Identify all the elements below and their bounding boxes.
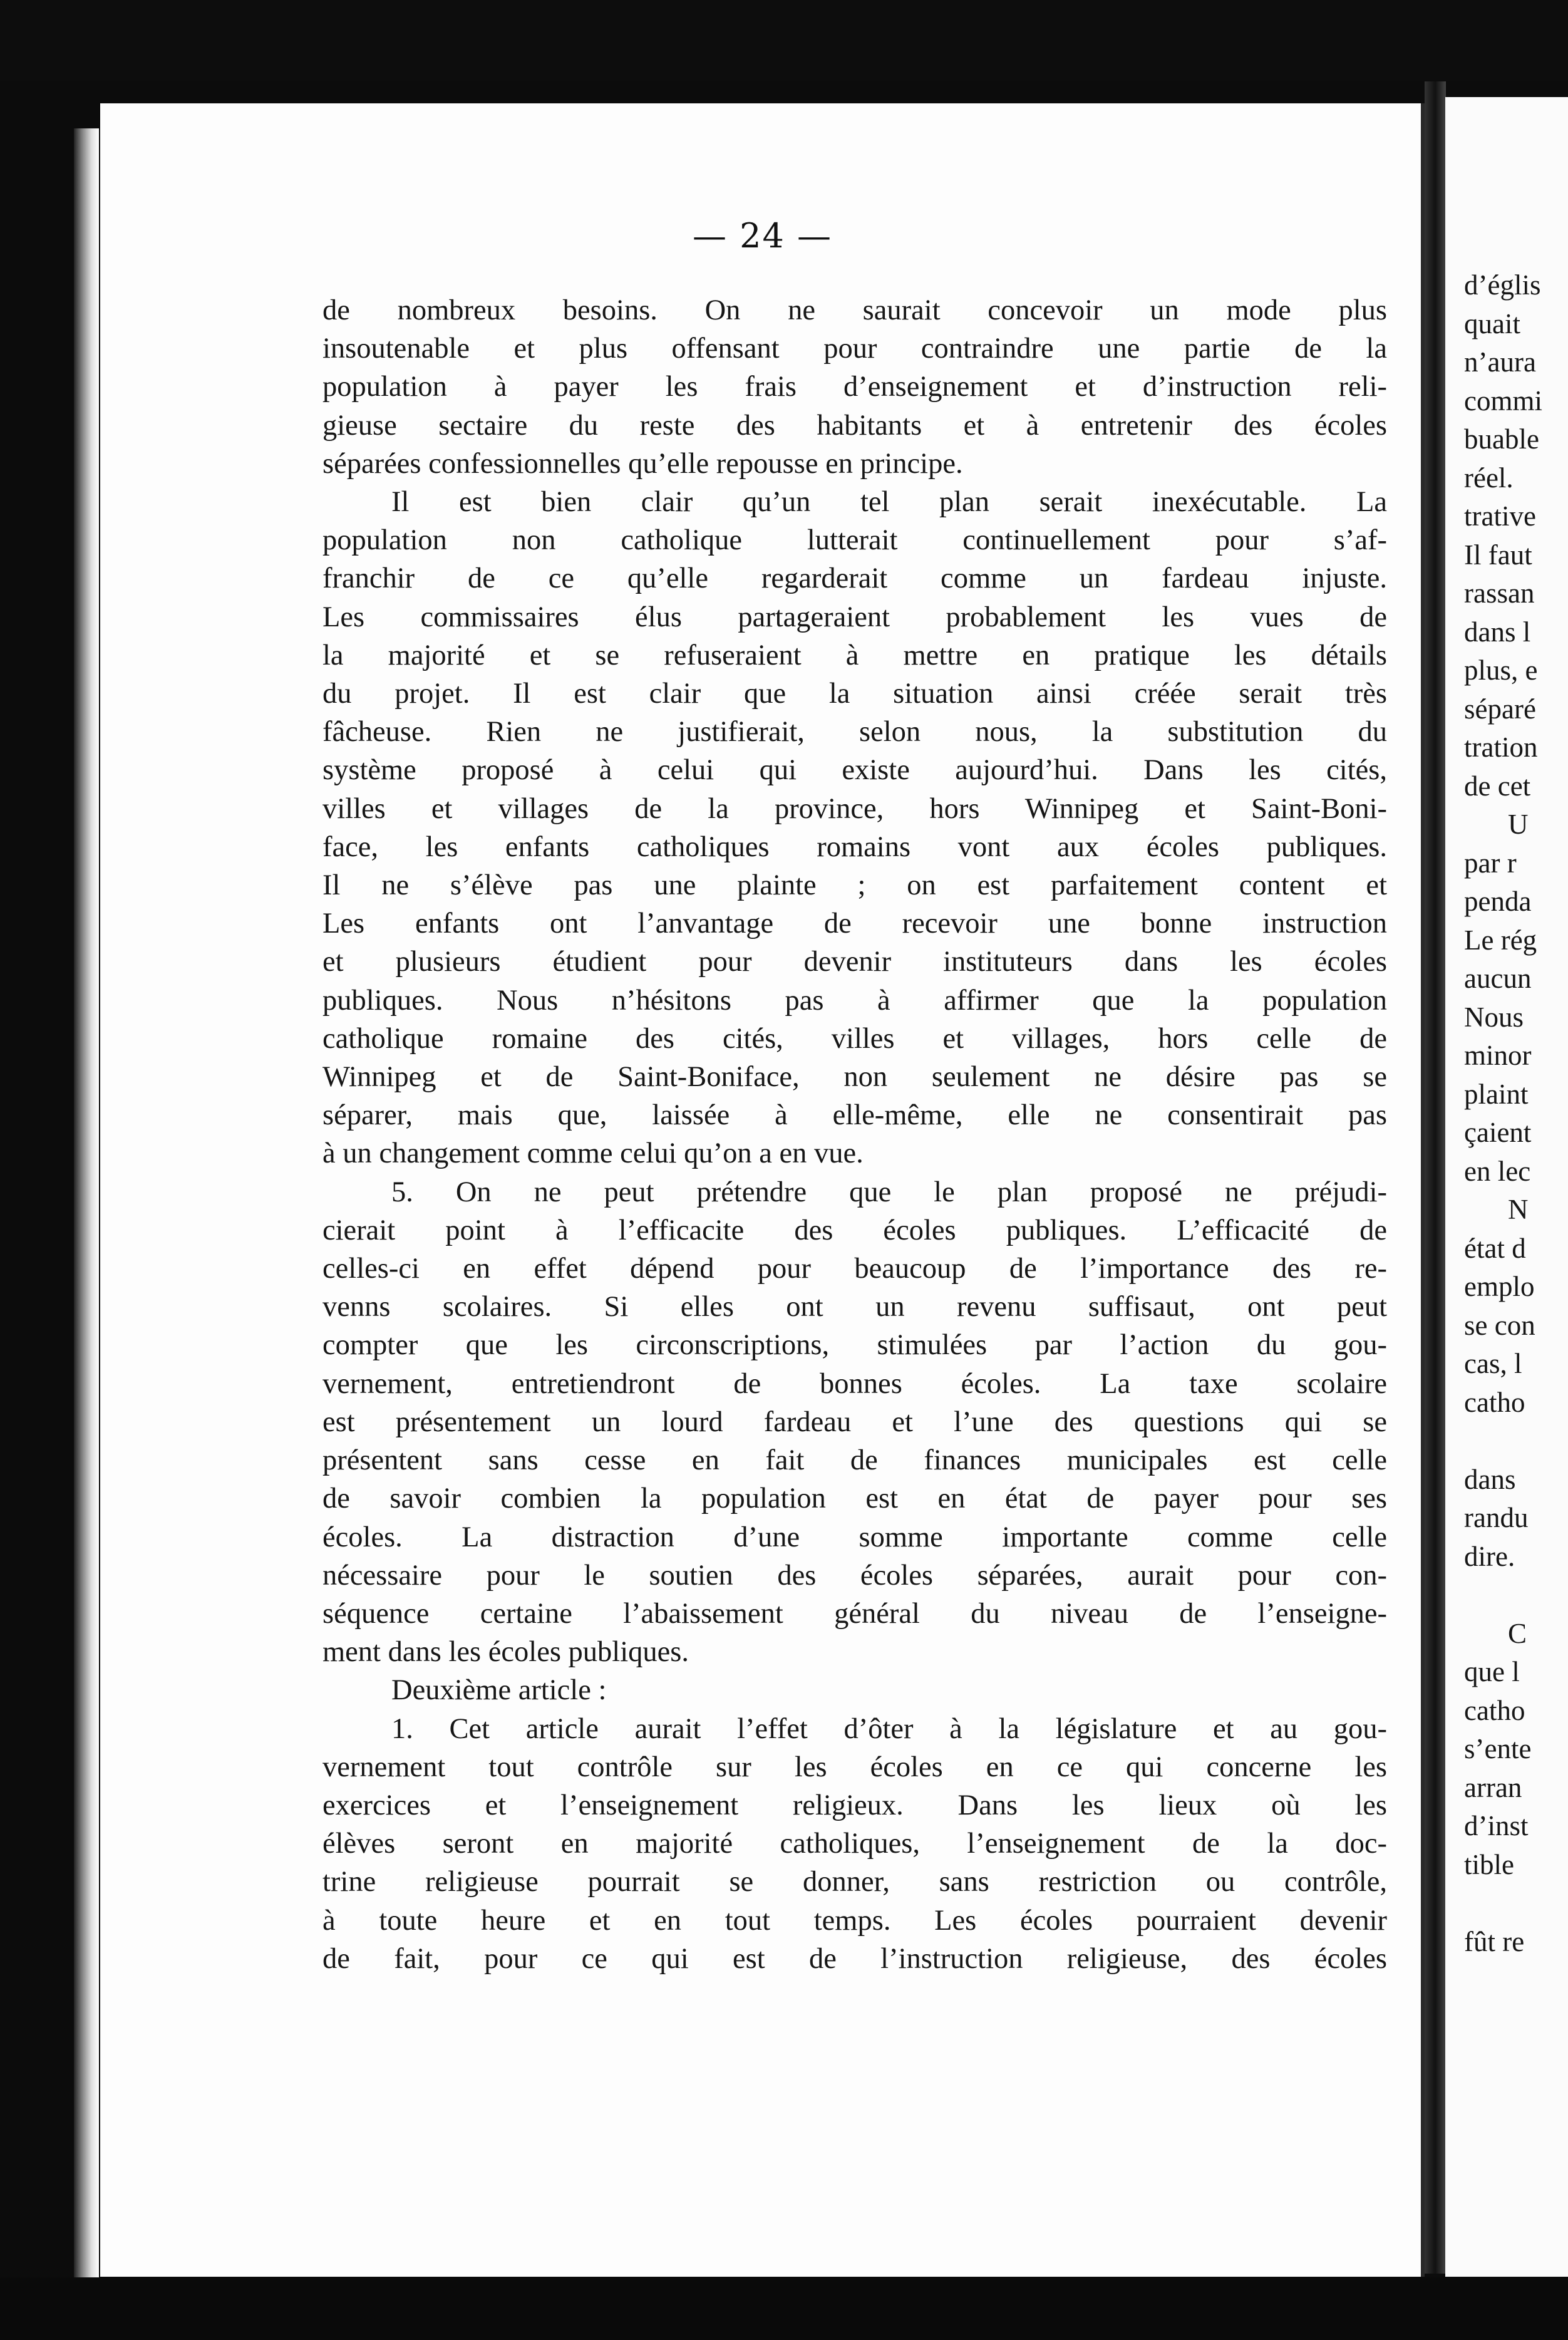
text-line: séparées confessionnelles qu’elle repousse en principe. (322, 447, 963, 480)
facing-text-line: Il faut (1464, 539, 1532, 571)
facing-text-line: emplo (1464, 1271, 1535, 1302)
text-line: de savoir combien la population est en état de payer pour ses (322, 1483, 1387, 1515)
text-line: est présentement un lourd fardeau et l’une des questions qui se (322, 1406, 1387, 1438)
text-line: 1. Cet article aurait l’effet d’ôter à la législature et au gou- (391, 1712, 1387, 1745)
text-line: celles-ci en effet dépend pour beaucoup de l’importance des re- (322, 1253, 1387, 1285)
facing-text-line: tible (1464, 1848, 1514, 1880)
text-line: villes et villages de la province, hors Winnipeg et Saint-Boni- (322, 792, 1387, 825)
text-line: compter que les circonscriptions, stimulées par l’action du gou- (322, 1329, 1387, 1362)
facing-text-line: réel. (1464, 462, 1514, 494)
facing-text-line: en lec (1464, 1155, 1531, 1187)
text-line: insoutenable et plus offensant pour contraindre une partie de la (322, 333, 1387, 365)
text-line: système proposé à celui qui existe aujourd’hui. Dans les cités, (322, 754, 1387, 787)
facing-text-line: s’ente (1464, 1733, 1532, 1764)
facing-text-line: que l (1464, 1656, 1520, 1687)
text-line: présentent sans cesse en fait de finances municipales est celle (322, 1444, 1387, 1477)
facing-text-line: N (1508, 1194, 1529, 1225)
facing-text-line: d’inst (1464, 1810, 1529, 1841)
line-gap (1464, 1884, 1542, 1923)
book-page-right (1445, 97, 1568, 2277)
text-line: vernement tout contrôle sur les écoles en ce qui concerne les (322, 1751, 1387, 1783)
facing-text-line: Nous (1464, 1001, 1524, 1033)
book-page-left (100, 103, 1425, 2277)
scan-background-bottom (0, 2277, 1568, 2340)
text-line: élèves seront en majorité catholiques, l’enseignement de la doc- (322, 1828, 1387, 1860)
text-line: la majorité et se refuseraient à mettre en pratique les détails (322, 639, 1387, 671)
text-line: séparer, mais que, laissée à elle-même, elle ne consentirait pas (322, 1099, 1387, 1132)
facing-text-line: d’églis (1464, 269, 1541, 301)
text-line: venns scolaires. Si elles ont un revenu suffisaut, ont peut (322, 1291, 1387, 1323)
body-text (322, 291, 1387, 1978)
text-line: Il ne s’élève pas une plainte ; on est parfaitement content et (322, 869, 1387, 902)
facing-text-line: se con (1464, 1309, 1535, 1341)
text-line: gieuse sectaire du reste des habitants et à entretenir des écoles (322, 409, 1387, 442)
text-line: nécessaire pour le soutien des écoles séparées, aurait pour con- (322, 1559, 1387, 1592)
text-line: 5. On ne peut prétendre que le plan proposé ne préjudi- (391, 1176, 1387, 1208)
facing-text-line: randu (1464, 1502, 1529, 1533)
text-line: population à payer les frais d’enseignement et d’instruction reli- (322, 371, 1387, 403)
text-line: population non catholique lutterait continuellement pour s’af- (322, 524, 1387, 557)
facing-text-line: dire. (1464, 1540, 1515, 1572)
book-spine (1425, 81, 1446, 2274)
facing-text-line: catho (1464, 1386, 1525, 1418)
facing-text-line: C (1508, 1617, 1527, 1649)
line-gap (1464, 1576, 1542, 1615)
facing-text-line: arran (1464, 1771, 1522, 1803)
facing-text-line: aucun (1464, 963, 1532, 994)
text-line: séquence certaine l’abaissement général du niveau de l’enseigne- (322, 1597, 1387, 1630)
facing-page-text (1464, 266, 1542, 1961)
facing-text-line: par r (1464, 847, 1517, 879)
facing-text-line: çaient (1464, 1117, 1532, 1148)
text-line: Winnipeg et de Saint-Boniface, non seulement ne désire pas se (322, 1061, 1387, 1094)
text-line: et plusieurs étudient pour devenir instituteurs dans les écoles (322, 946, 1387, 978)
text-line: franchir de ce qu’elle regarderait comme un fardeau injuste. (322, 562, 1387, 595)
text-line: Il est bien clair qu’un tel plan serait inexécutable. La (391, 486, 1387, 519)
text-line: Les commissaires élus partageraient probablement les vues de (322, 601, 1387, 633)
facing-text-line: U (1508, 809, 1529, 840)
text-line: Les enfants ont l’anvantage de recevoir une bonne instruction (322, 908, 1387, 940)
facing-text-line: dans (1464, 1463, 1516, 1495)
text-line: écoles. La distraction d’une somme importante comme celle (322, 1521, 1387, 1553)
line-gap (1464, 1422, 1542, 1461)
facing-text-line: tration (1464, 732, 1538, 763)
facing-text-line: fût re (1464, 1925, 1525, 1957)
text-line: publiques. Nous n’hésitons pas à affirmer que la population (322, 984, 1387, 1017)
text-line: exercices et l’enseignement religieux. Dans les lieux où les (322, 1789, 1387, 1821)
facing-text-line: penda (1464, 886, 1532, 917)
facing-text-line: plaint (1464, 1078, 1529, 1110)
scan-background-top (0, 0, 1568, 81)
facing-text-line: buable (1464, 423, 1539, 455)
facing-text-line: Le rég (1464, 924, 1537, 956)
text-line: cierait point à l’efficacite des écoles publiques. L’efficacité de (322, 1214, 1387, 1246)
facing-text-line: de cet (1464, 770, 1531, 802)
facing-text-line: plus, e (1464, 655, 1538, 686)
facing-text-line: catho (1464, 1694, 1525, 1726)
text-line: Deuxième article : (391, 1674, 607, 1707)
text-line: à un changement comme celui qu’on a en vue. (322, 1137, 864, 1170)
facing-text-line: état d (1464, 1232, 1526, 1264)
text-line: face, les enfants catholiques romains vont aux écoles publiques. (322, 831, 1387, 863)
facing-text-line: commi (1464, 385, 1542, 417)
text-line: à toute heure et en tout temps. Les écoles pourraient devenir (322, 1904, 1387, 1937)
text-line: fâcheuse. Rien ne justifierait, selon nous, la substitution du (322, 716, 1387, 748)
text-line: de fait, pour ce qui est de l’instruction religieuse, des écoles (322, 1942, 1387, 1975)
facing-text-line: rassan (1464, 577, 1535, 609)
text-line: vernement, entretiendront de bonnes écoles. La taxe scolaire (322, 1367, 1387, 1400)
text-line: ment dans les écoles publiques. (322, 1636, 689, 1669)
facing-text-line: n’aura (1464, 346, 1536, 378)
facing-text-line: cas, l (1464, 1348, 1522, 1379)
text-line: du projet. Il est clair que la situation ainsi créée serait très (322, 678, 1387, 710)
page-number: — 24 — (692, 216, 833, 256)
facing-text-line: séparé (1464, 693, 1536, 725)
text-line: catholique romaine des cités, villes et villages, hors celle de (322, 1022, 1387, 1055)
text-line: trine religieuse pourrait se donner, sans restriction ou contrôle, (322, 1866, 1387, 1898)
page-edge-shadow (74, 128, 99, 2283)
facing-text-line: trative (1464, 500, 1536, 532)
facing-text-line: quait (1464, 308, 1520, 339)
text-line: de nombreux besoins. On ne saurait concevoir un mode plus (322, 294, 1387, 326)
facing-text-line: dans l (1464, 616, 1531, 648)
facing-text-line: minor (1464, 1040, 1532, 1071)
